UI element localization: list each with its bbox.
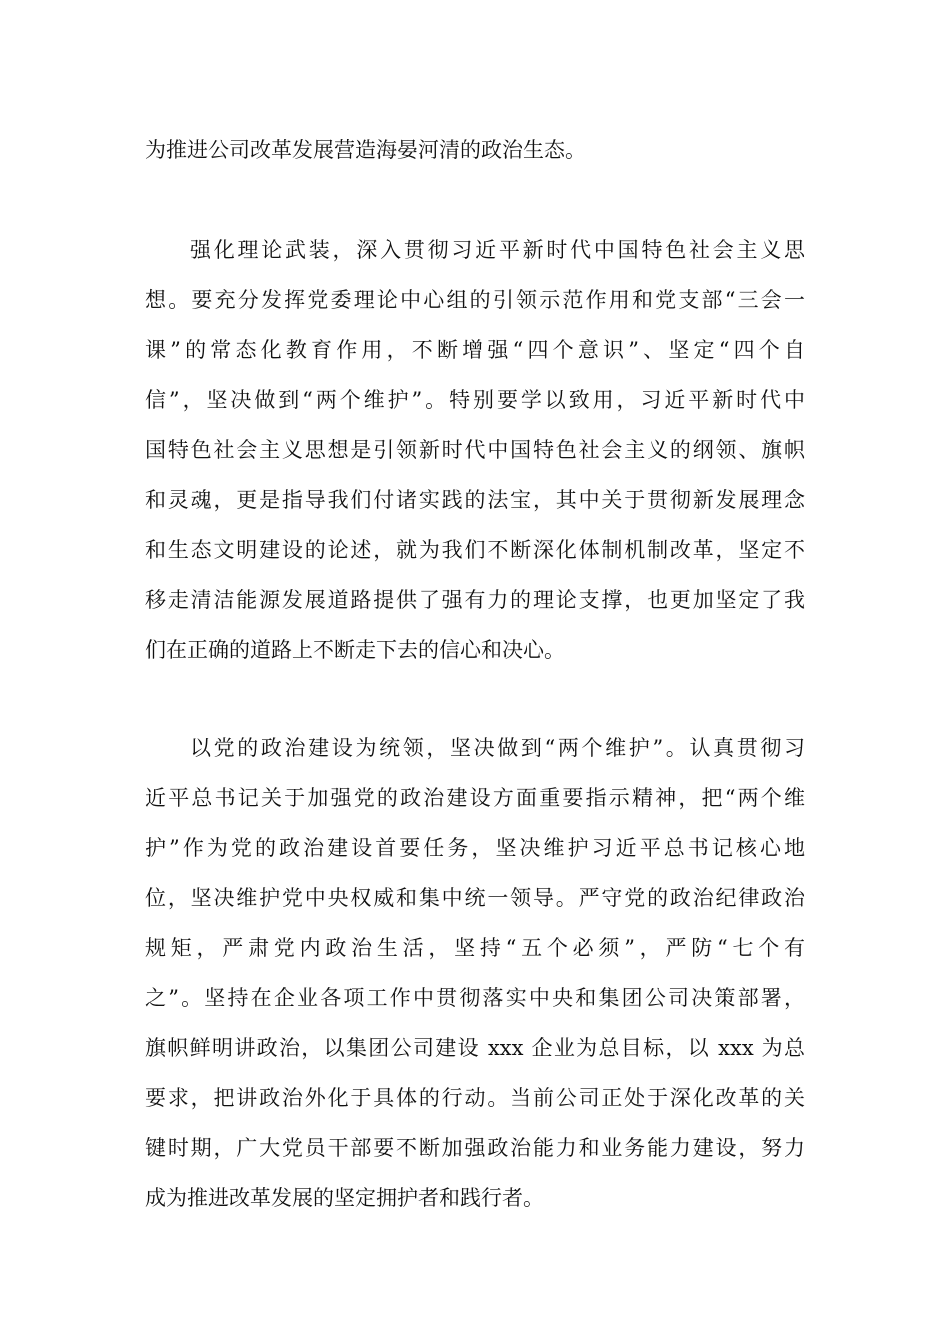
text-line: 近平总书记关于加强党的政治建设方面重要指示精神，把“两个维: [145, 786, 805, 810]
paragraph-continuation: [145, 125, 805, 175]
text-line: 为推进公司改革发展营造海晏河清的政治生态。: [145, 138, 586, 162]
text-line: 之”。坚持在企业各项工作中贯彻落实中央和集团公司决策部署，: [145, 986, 805, 1010]
text-line: 旗帜鲜明讲政治，以集团公司建设 xxx 企业为总目标，以 xxx 为总: [145, 1036, 805, 1060]
text-line: 国特色社会主义思想是引领新时代中国特色社会主义的纲领、旗帜: [145, 438, 805, 462]
text-line: 和灵魂，更是指导我们付诸实践的法宝，其中关于贯彻新发展理念: [145, 488, 805, 512]
text-line: 移走清洁能源发展道路提供了强有力的理论支撑，也更加坚定了我: [145, 588, 805, 612]
text-line: 规矩，严肃党内政治生活，坚持“五个必须”，严防“七个有: [145, 936, 805, 960]
text-line: 们在正确的道路上不断走下去的信心和决心。: [145, 638, 565, 662]
text-line: 护”作为党的政治建设首要任务，坚决维护习近平总书记核心地: [145, 836, 805, 860]
text-line: 课”的常态化教育作用，不断增强“四个意识”、坚定“四个自: [145, 338, 805, 362]
text-line: 键时期，广大党员干部要不断加强政治能力和业务能力建设，努力: [145, 1136, 805, 1160]
text-line: 和生态文明建设的论述，就为我们不断深化体制机制改革，坚定不: [145, 538, 805, 562]
paragraph-theory-armament: [145, 225, 805, 675]
paragraph-political-construction: [145, 723, 805, 1223]
text-line: 要求，把讲政治外化于具体的行动。当前公司正处于深化改革的关: [145, 1086, 805, 1110]
text-line: 成为推进改革发展的坚定拥护者和践行者。: [145, 1186, 544, 1210]
text-line: 信”，坚决做到“两个维护”。特别要学以致用，习近平新时代中: [145, 388, 805, 412]
text-line: 位，坚决维护党中央权威和集中统一领导。严守党的政治纪律政治: [145, 886, 805, 910]
text-line: 想。要充分发挥党委理论中心组的引领示范作用和党支部“三会一: [145, 288, 805, 312]
text-line: 以党的政治建设为统领，坚决做到“两个维护”。认真贯彻习: [190, 736, 805, 760]
text-line: 强化理论武装，深入贯彻习近平新时代中国特色社会主义思: [190, 238, 805, 262]
